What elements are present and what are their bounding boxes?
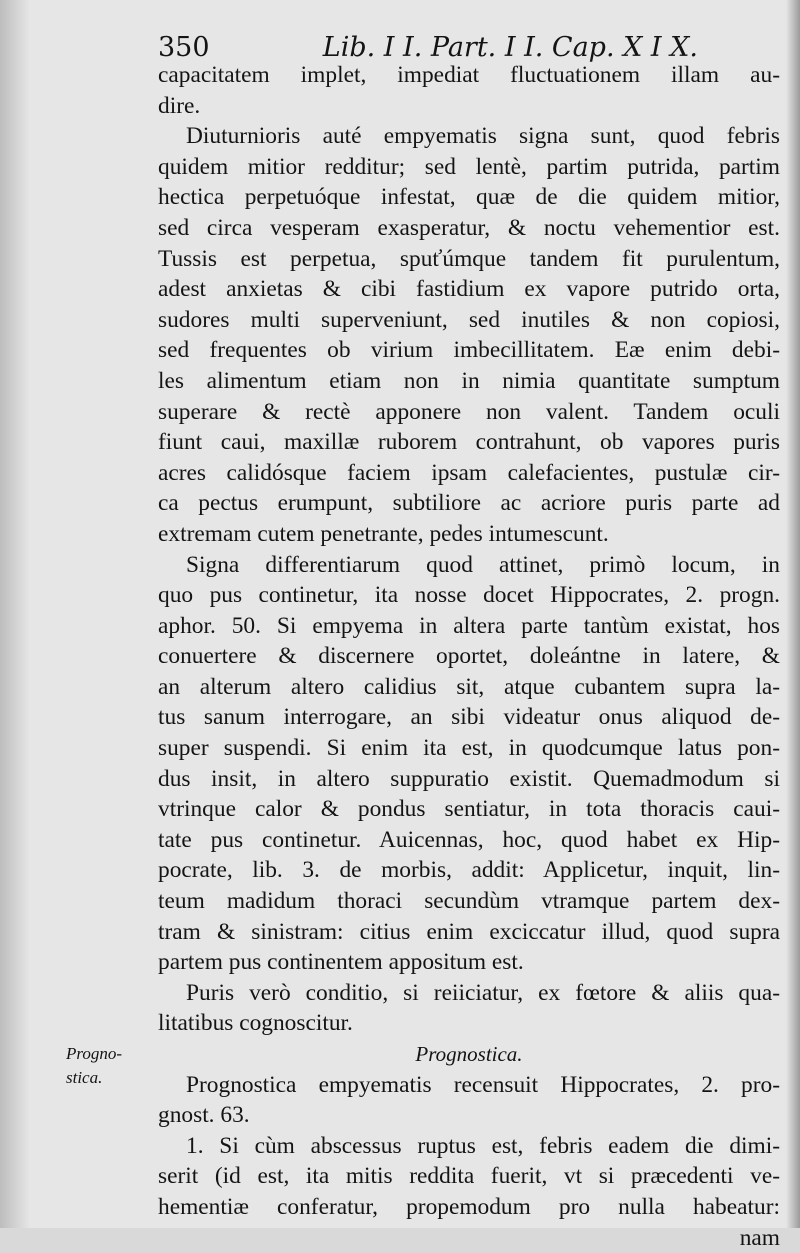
text-line: Prognostica empyematis recensuit Hippocrates, 2. pro- (186, 1071, 780, 1098)
text-line: super suspendi. Si enim ita est, in quodcumque latus pon- (158, 735, 780, 762)
text-line: les alimentum etiam non in nimia quantitate sumptum (158, 367, 780, 394)
text-line: 1. Si cùm abscessus ruptus est, febris eadem die dimi- (186, 1132, 780, 1159)
text-line: pocrate, lib. 3. de morbis, addit: Applicetur, inquit, lin- (158, 857, 780, 884)
text-line: tate pus continetur. Auicennas, hoc, quod habet ex Hip- (158, 826, 780, 853)
text-line: sed circa vesperam exasperatur, & noctu vehementior est. (158, 214, 780, 241)
text-line: hementiæ conferatur, propemodum pro nulla habeatur: (158, 1193, 780, 1220)
text-line: sed frequentes ob virium imbecillitatem. Eæ enim debi- (158, 337, 780, 364)
text-line: dus insit, in altero suppuratio existit. Quemadmodum si (158, 765, 780, 792)
text-line: fiunt caui, maxillæ ruborem contrahunt, ob vapores puris (158, 429, 780, 456)
text-line: conuertere & discernere oportet, doleántne in latere, & (158, 643, 780, 670)
page-number: 350 (158, 32, 210, 63)
text-line: dire. (158, 92, 201, 119)
text-line: Prognostica. (415, 1042, 523, 1066)
text-line: an alterum altero calidius sit, atque cubantem supra la- (158, 673, 780, 700)
body-text (158, 60, 780, 1253)
text-line: quidem mitior redditur; sed lentè, partim putrida, partim (158, 153, 780, 180)
text-line: Tussis est perpetua, spuťúmque tandem fit purulentum, (158, 245, 780, 272)
text-line: capacitatem implet, impediat fluctuationem illam au- (158, 62, 780, 88)
running-title: Lib. I I. Part. I I. Cap. X I X. (322, 32, 698, 63)
text-line: Signa differentiarum quod attinet, primò locum, in (186, 551, 780, 578)
text-line: sudores multi superveniunt, sed inutiles & non copiosi, (158, 306, 780, 333)
marginal-note: Progno-stica. (66, 1044, 123, 1087)
text-line: aphor. 50. Si empyema in altera parte tantùm existat, hos (158, 612, 780, 639)
text-line: Puris verò conditio, si reiiciatur, ex fœtore & aliis qua- (186, 979, 780, 1006)
text-line: partem pus continentem appositum est. (158, 949, 524, 976)
text-line: superare & rectè apponere non valent. Tandem oculi (158, 398, 780, 425)
text-line: vtrinque calor & pondus sentiatur, in tota thoracis caui- (158, 796, 780, 823)
text-line: teum madidum thoraci secundùm vtramque partem dex- (158, 888, 780, 915)
text-line: acres calidósque faciem ipsam calefacientes, pustulæ cir- (158, 459, 780, 486)
running-header (158, 32, 698, 63)
gutter-shadow (0, 0, 30, 1228)
text-line: ca pectus erumpunt, subtiliore ac acriore puris parte ad (158, 490, 780, 517)
text-line: quo pus continetur, ita nosse docet Hippocrates, 2. progn. (158, 582, 780, 609)
text-line: serit (id est, ita mitis reddita fuerit, vt si præcedenti ve- (158, 1163, 780, 1190)
text-line: nam (739, 1224, 780, 1251)
text-line: adest anxietas & cibi fastidium ex vapore putrido orta, (158, 276, 780, 303)
text-line: tus sanum interrogare, an sibi videatur onus aliquod de- (158, 704, 780, 731)
text-line: Diuturnioris auté empyematis signa sunt, quod febris (186, 123, 780, 150)
text-line: hectica perpetuóque infestat, quæ de die quidem mitior, (158, 184, 780, 211)
page-edge-shadow (786, 0, 800, 1228)
text-line: litatibus cognoscitur. (158, 1010, 353, 1037)
text-line: tram & sinistram: citius enim exciccatur illud, quod supra (158, 918, 780, 945)
text-line: gnost. 63. (158, 1102, 250, 1129)
text-line: extremam cutem penetrante, pedes intumescunt. (158, 520, 609, 547)
